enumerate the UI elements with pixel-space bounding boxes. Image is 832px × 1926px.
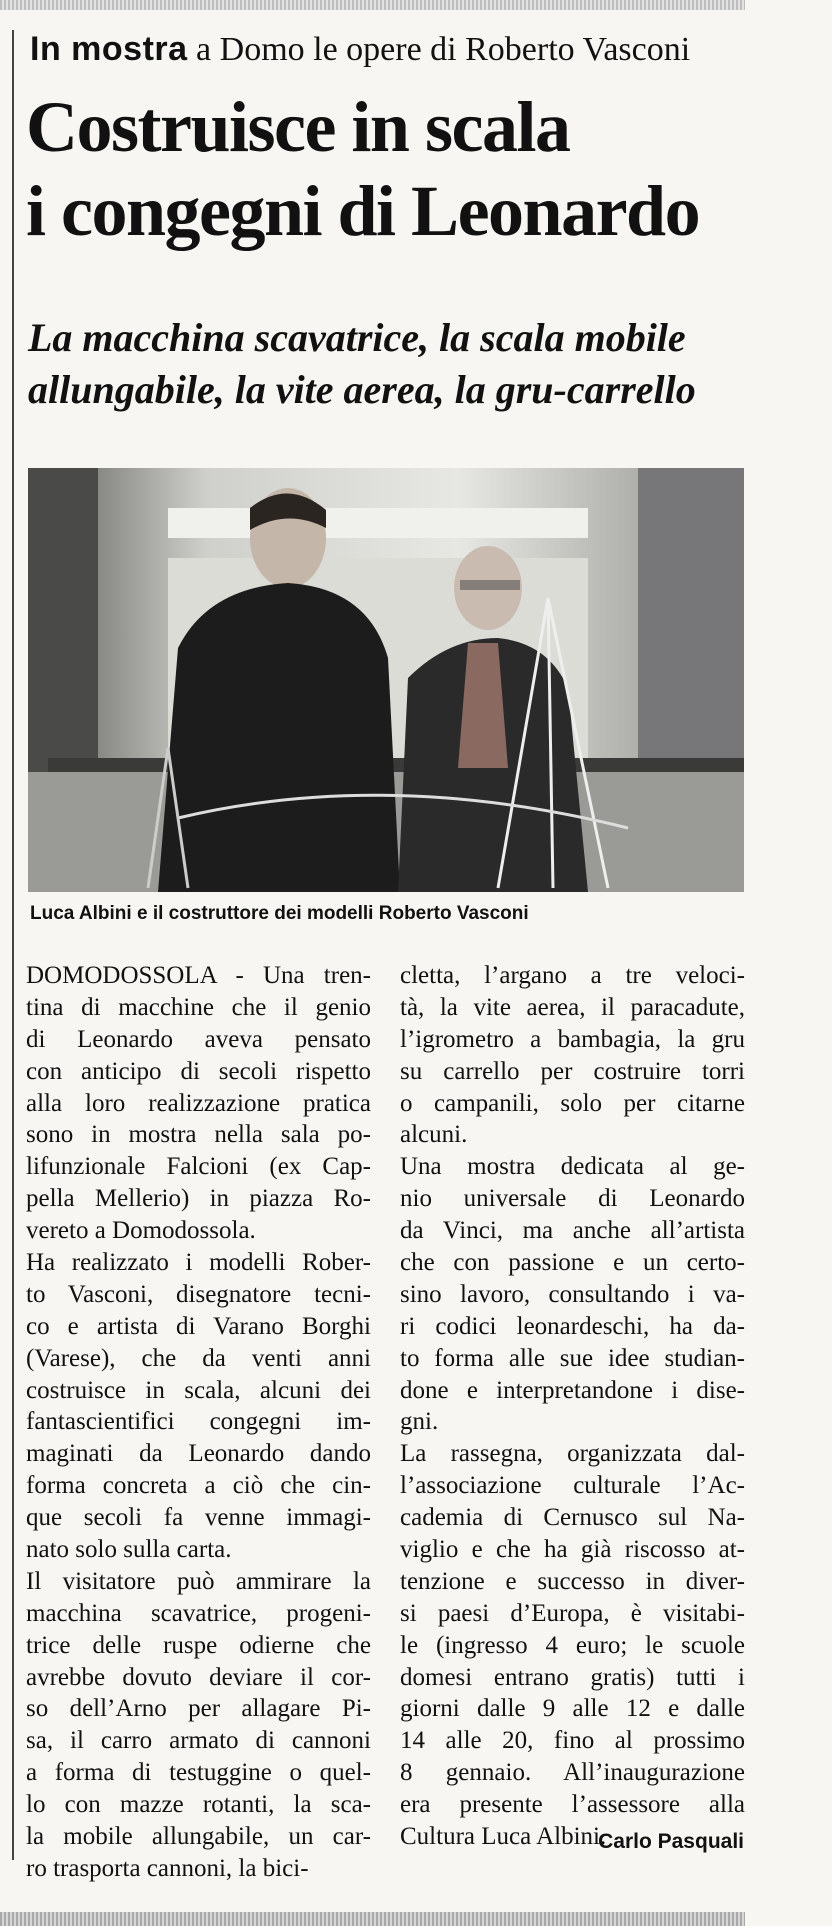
body-text-line: so dell’Arno per allagare Pi-	[26, 1695, 371, 1723]
body-text-line: ri codici leonardeschi, ha da-	[400, 1312, 745, 1340]
subheadline	[28, 312, 748, 416]
body-text-line: pella Mellerio) in piazza Ro-	[26, 1185, 371, 1213]
body-text-line: Una mostra dedicata al ge-	[400, 1153, 745, 1181]
body-text-line: 8 gennaio. All’inaugurazione	[400, 1759, 745, 1787]
body-text-line: con anticipo di secoli rispetto	[26, 1057, 371, 1085]
body-text-line: sa, il carro armato di cannoni	[26, 1727, 371, 1755]
body-text-line: Cultura Luca Albini.	[400, 1823, 607, 1851]
body-text-line: costruisce in scala, alcuni dei	[26, 1376, 371, 1404]
article-column-2	[400, 960, 745, 1853]
body-text-line: di Leonardo aveva pensato	[26, 1025, 371, 1053]
body-text-line: La rassegna, organizzata dal-	[400, 1440, 745, 1468]
body-text-line: sono in mostra nella sala po-	[26, 1121, 371, 1149]
headline-line: Costruisce in scala	[26, 87, 570, 167]
bottom-border	[0, 1912, 745, 1926]
body-text-line: (Varese), che da venti anni	[26, 1344, 371, 1372]
body-text-line: forma concreta a ciò che cin-	[26, 1472, 371, 1500]
body-text-line: nato solo sulla carta.	[26, 1536, 232, 1564]
article-photo	[28, 468, 744, 892]
body-text-line: cademia di Cernusco sul Na-	[400, 1504, 745, 1532]
body-text-line: domesi entrano gratis) tutti i	[400, 1663, 745, 1691]
body-text-line: Il visitatore può ammirare la	[26, 1567, 371, 1595]
top-border	[0, 0, 745, 10]
body-text-line: o campanili, solo per citarne	[400, 1089, 745, 1117]
body-text-line: ro trasporta cannoni, la bici-	[26, 1854, 309, 1882]
body-text-line: alla loro realizzazione pratica	[26, 1089, 371, 1117]
body-text-line: alcuni.	[400, 1121, 468, 1149]
body-text-line: 14 alle 20, fino al prossimo	[400, 1727, 745, 1755]
body-text-line: lifunzionale Falcioni (ex Cap-	[26, 1153, 371, 1181]
body-text-line: gni.	[400, 1408, 439, 1436]
body-text-line: era presente l’assessore alla	[400, 1791, 745, 1819]
body-text-line: a forma di testuggine o quel-	[26, 1759, 371, 1787]
subheadline-line: La macchina scavatrice, la scala mobile	[28, 315, 686, 360]
body-text-line: avrebbe dovuto deviare il cor-	[26, 1663, 371, 1691]
body-text-line: to forma alle sue idee studian-	[400, 1344, 745, 1372]
body-text-line: vereto a Domodossola.	[26, 1217, 256, 1245]
body-text-line: da Vinci, ma anche all’artista	[400, 1217, 745, 1245]
body-text-line: trice delle ruspe odierne che	[26, 1631, 371, 1659]
body-text-line: che con passione e un certo-	[400, 1249, 745, 1277]
body-text-line: l’associazione culturale l’Ac-	[400, 1472, 745, 1500]
body-text-line: l’igrometro a bambagia, la gru	[400, 1025, 745, 1053]
kicker	[30, 30, 690, 69]
body-text-line: sino lavoro, consultando i va-	[400, 1280, 745, 1308]
body-text-line: lo con mazze rotanti, la sca-	[26, 1791, 371, 1819]
left-column-rule	[12, 30, 14, 1860]
body-text-line: cletta, l’argano a tre veloci-	[400, 962, 745, 989]
body-text-line: to Vasconi, disegnatore tecni-	[26, 1280, 371, 1308]
body-text-line: co e artista di Varano Borghi	[26, 1312, 371, 1340]
body-text-line: que secoli fa venne immagi-	[26, 1504, 371, 1532]
body-text-line: maginati da Leonardo dando	[26, 1440, 371, 1468]
headline	[26, 85, 746, 253]
body-text-line: tenzione e successo in diver-	[400, 1567, 745, 1595]
body-text-line: giorni dalle 9 alle 12 e dalle	[400, 1695, 745, 1723]
body-text-line: DOMODOSSOLA - Una tren-	[26, 962, 371, 989]
body-text-line: fantascientifici congegni im-	[26, 1408, 371, 1436]
body-text-line: viglio e che ha già riscosso at-	[400, 1536, 745, 1564]
author-byline: Carlo Pasquali	[598, 1830, 744, 1853]
body-text-line: la mobile allungabile, un car-	[26, 1823, 371, 1851]
kicker-text: a Domo le opere di Roberto Vasconi	[196, 31, 691, 68]
body-text-line: done e interpretandone i dise-	[400, 1376, 745, 1404]
photo-caption: Luca Albini e il costruttore dei modelli Roberto Vasconi	[30, 903, 529, 924]
kicker-keyword: In mostra	[30, 30, 188, 68]
headline-line: i congegni di Leonardo	[26, 171, 700, 251]
body-text-line: le (ingresso 4 euro; le scuole	[400, 1631, 745, 1659]
subheadline-line: allungabile, la vite aerea, la gru-carrello	[28, 367, 696, 412]
body-text-line: Ha realizzato i modelli Rober-	[26, 1249, 371, 1277]
body-text-line: su carrello per costruire torri	[400, 1057, 745, 1085]
body-text-line: tina di macchine che il genio	[26, 993, 371, 1021]
article-column-1	[26, 960, 371, 1885]
body-text-line: si paesi d’Europa, è visitabi-	[400, 1599, 745, 1627]
body-text-line: tà, la vite aerea, il paracadute,	[400, 993, 745, 1021]
body-text-line: macchina scavatrice, progeni-	[26, 1599, 371, 1627]
photo-illustration	[28, 468, 744, 892]
body-text-line: nio universale di Leonardo	[400, 1185, 745, 1213]
